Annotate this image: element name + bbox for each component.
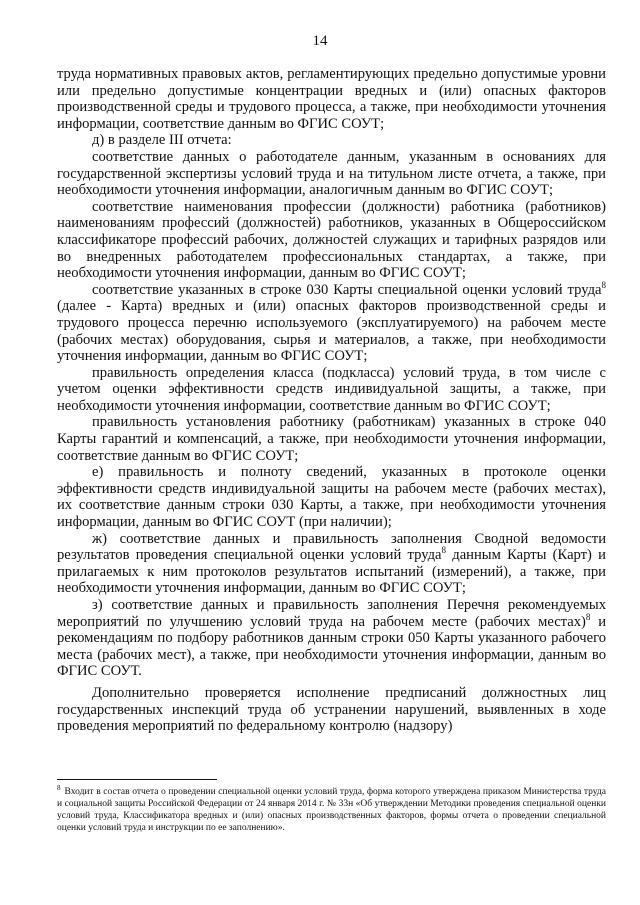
- paragraph-additional-check: Дополнительно проверяется исполнение предписаний должностных лиц государственных инспекций труда об устранении нарушений, выявленных в ходе проведения мероприятий по федеральному контролю (надзору): [57, 684, 606, 735]
- footnote-text: Входит в состав отчета о проведении специальной оценки условий труда, форма которого утверждена приказом Министерства труда и социальной защиты Российской Федерации от 24 января 2014 г. № 33н «Об утверждении Методики проведения специальной оценки условий труда, Классификатора вредных и (или) опасных производственных факторов, формы отчета о проведении специальной оценки условий труда и инструкции по ее заполнению».: [57, 787, 606, 833]
- footnote-mark: 8: [57, 783, 61, 792]
- body-text: [57, 66, 606, 735]
- paragraph-item-e: е) правильность и полноту сведений, указанных в протоколе оценки эффективности средств индивидуальной защиты на рабочем месте (рабочих местах), их соответствие данным строки 030 Карты, а также, при необходимости уточнения информации, данным во ФГИС СОУТ (при наличии);: [57, 464, 606, 531]
- footnote-ref: 8: [585, 611, 591, 622]
- footnote-ref: 8: [441, 545, 446, 556]
- paragraph-line-040: правильность установления работнику (работникам) указанных в строке 040 Карты гарантий и компенсаций, а также, при необходимости уточнения информации, соответствие данным во ФГИС СОУТ;: [57, 414, 606, 464]
- paragraph-line-030: соответствие указанных в строке 030 Карты специальной оценки условий труда$^8$ (далее - Карта) вредных и (или) опасных факторов производственной среды и трудового процесса перечню используемого (эксплуатируемого) на рабочем месте (рабочих местах) оборудования, сырья и материалов, а также, при необходимости уточнения информации, данным во ФГИС СОУТ;: [57, 279, 606, 365]
- footnote-ref: 8: [601, 279, 606, 290]
- paragraph-item-zh: ж) соответствие данных и правильность заполнения Сводной ведомости результатов проведения специальной оценки условий труда$^8$ данным Карты (Карт) и прилагаемых к ним протоколов результатов испытаний (измерений), а также, при необходимости уточнения информации, данным во ФГИС СОУТ;: [57, 530, 606, 597]
- footnote-divider: [57, 779, 217, 780]
- paragraph-item-z: з) соответствие данных и правильность заполнения Перечня рекомендуемых мероприятий по улучшению условий труда на рабочем месте (рабочих местах)$^8$ и рекомендациям по подбору работников данным строки 050 Карты указанного рабочего места (рабочих мест), а также, при необходимости уточнения информации, данным во ФГИС СОУТ.: [57, 597, 606, 680]
- paragraph-continuation: труда нормативных правовых актов, регламентирующих предельно допустимые уровни или предельно допустимые концентрации вредных и (или) опасных факторов производственной среды и трудового процесса, а также, при необходимости уточнения информации, соответствие данным во ФГИС СОУТ;: [57, 66, 606, 132]
- footnote: [57, 783, 606, 834]
- paragraph-class-determination: правильность определения класса (подкласса) условий труда, в том числе с учетом оценки эффективности средств индивидуальной защиты, а также, при необходимости уточнения информации, соответствие данным во ФГИС СОУТ;: [57, 364, 606, 414]
- paragraph-employer-data: соответствие данных о работодателе данным, указанным в основаниях для государственной экспертизы условий труда и на титульном листе отчета, а также, при необходимости уточнения информации, аналогичным данным во ФГИС СОУТ;: [57, 148, 606, 199]
- paragraph-profession-name: соответствие наименования профессии (должности) работника (работников) наименованиям профессий (должностей) работников, указанных в Общероссийском классификаторе профессий рабочих, должностей служащих и тарифных разрядов или во внедренных работодателем профессиональных стандартах, а также, при необходимости уточнения информации, данным во ФГИС СОУТ;: [57, 198, 606, 282]
- paragraph-section-d: д) в разделе III отчета:: [92, 132, 232, 149]
- page-number: 14: [312, 33, 328, 49]
